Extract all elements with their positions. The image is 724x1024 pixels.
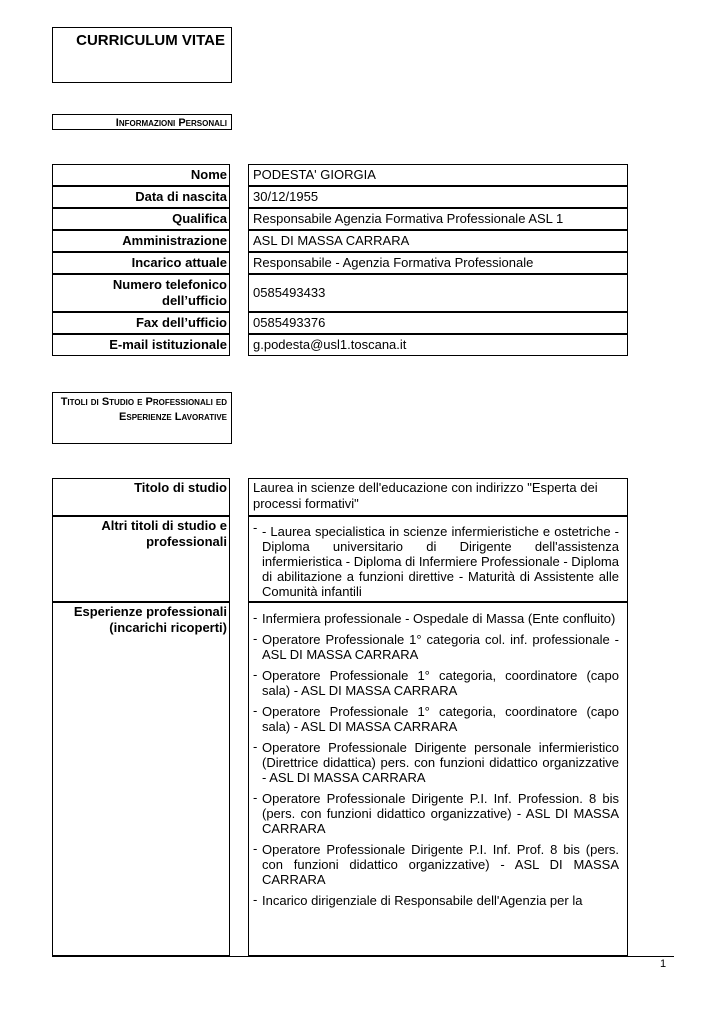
titolo-value: Laurea in scienze dell'educazione con indirizzo "Esperta dei processi formativi" <box>248 478 628 516</box>
esperienze-label: Esperienze professionali (incarichi ricoperti) <box>52 602 230 956</box>
esperienza-text: Operatore Professionale 1° categoria col. inf. professionale - ASL DI MASSA CARRARA <box>262 632 619 662</box>
dash-marker: - <box>253 667 258 682</box>
list-item <box>253 740 619 785</box>
list-item <box>253 668 619 698</box>
esperienza-text: Operatore Professionale 1° categoria, coordinatore (capo sala) - ASL DI MASSA CARRARA <box>262 668 619 698</box>
telefono-value: 0585493433 <box>248 274 628 312</box>
esperienza-text: Operatore Professionale Dirigente P.I. Inf. Prof. 8 bis (pers. con funzioni didattico organizzative) - ASL DI MASSA CARRARA <box>262 842 619 887</box>
nascita-value: 30/12/1955 <box>248 186 628 208</box>
fax-label: Fax dell’ufficio <box>52 312 230 334</box>
nome-value: PODESTA' GIORGIA <box>248 164 628 186</box>
dash-marker: - <box>253 703 258 718</box>
dash-marker: - <box>253 631 258 646</box>
list-item <box>253 611 619 626</box>
titolo-label: Titolo di studio <box>52 478 230 516</box>
altri-text: - Laurea specialistica in scienze infermieristiche e ostetriche - Diploma universitario di Dirigente dell'assistenza infermieristica - Diploma di Infermiere Professionale - Diploma di abilitazione a funzioni direttive - Maturità di Assistente alle Comunità infantili <box>262 524 619 599</box>
esperienze-list <box>248 602 628 956</box>
dash-marker: - <box>253 841 258 856</box>
fax-value: 0585493376 <box>248 312 628 334</box>
dash-marker: - <box>253 790 258 805</box>
qualifica-label: Qualifica <box>52 208 230 230</box>
email-label: E-mail istituzionale <box>52 334 230 356</box>
dash-marker: - <box>253 610 258 625</box>
list-item <box>253 791 619 836</box>
amministrazione-value: ASL DI MASSA CARRARA <box>248 230 628 252</box>
list-item <box>253 842 619 887</box>
dash-marker: - <box>253 739 258 754</box>
altri-value <box>248 516 628 602</box>
cv-title: CURRICULUM VITAE <box>52 27 232 83</box>
esperienza-text: Operatore Professionale Dirigente P.I. Inf. Profession. 8 bis (pers. con funzioni didattico organizzative) - ASL DI MASSA CARRARA <box>262 791 619 836</box>
list-item <box>253 518 619 599</box>
esperienza-text: Operatore Professionale Dirigente personale infermieristico (Direttrice didattica) pers. con funzioni didattico organizzative - ASL DI MASSA CARRARA <box>262 740 619 785</box>
page-number: 1 <box>660 958 667 970</box>
section-studies: Titoli di Studio e Professionali ed Esperienze Lavorative <box>52 392 232 444</box>
nome-label: Nome <box>52 164 230 186</box>
list-item <box>253 632 619 662</box>
dash-marker: - <box>253 892 258 907</box>
esperienza-text: Operatore Professionale 1° categoria, coordinatore (capo sala) - ASL DI MASSA CARRARA <box>262 704 619 734</box>
list-item <box>253 704 619 734</box>
incarico-label: Incarico attuale <box>52 252 230 274</box>
footer-divider <box>52 956 674 957</box>
qualifica-value: Responsabile Agenzia Formativa Professionale ASL 1 <box>248 208 628 230</box>
telefono-label: Numero telefonico dell’ufficio <box>52 274 230 312</box>
incarico-value: Responsabile - Agenzia Formativa Professionale <box>248 252 628 274</box>
section-personal-info: Informazioni Personali <box>52 114 232 130</box>
altri-label: Altri titoli di studio e professionali <box>52 516 230 602</box>
list-item <box>253 893 619 908</box>
esperienza-text: Incarico dirigenziale di Responsabile dell'Agenzia per la <box>262 893 583 908</box>
amministrazione-label: Amministrazione <box>52 230 230 252</box>
email-value: g.podesta@usl1.toscana.it <box>248 334 628 356</box>
nascita-label: Data di nascita <box>52 186 230 208</box>
dash-marker: - <box>253 520 258 535</box>
esperienza-text: Infermiera professionale - Ospedale di Massa (Ente confluito) <box>262 611 616 626</box>
